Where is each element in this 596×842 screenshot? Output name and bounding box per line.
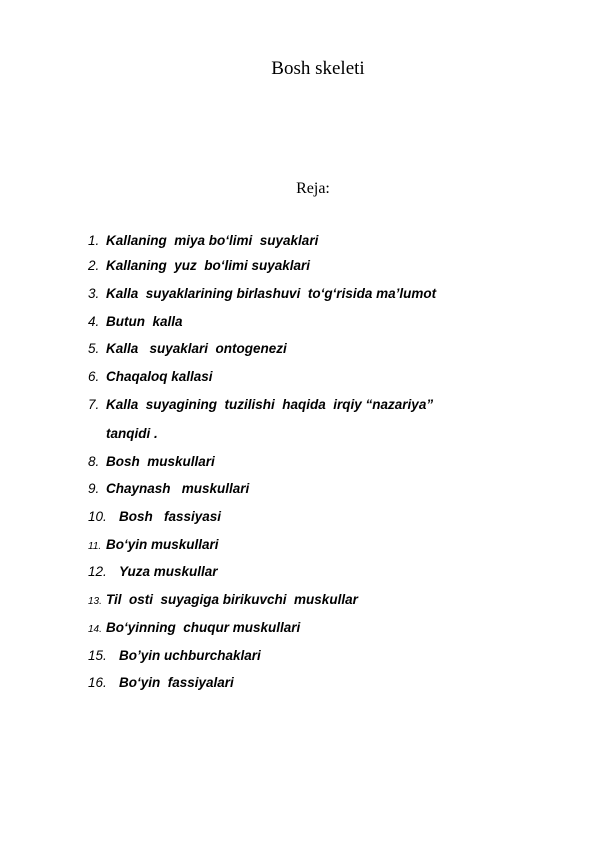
list-item	[88, 369, 213, 384]
list-item-number: 8.	[88, 454, 100, 469]
list-item-number: 15.	[88, 648, 107, 663]
list-item-number: 3.	[88, 286, 100, 301]
list-item	[88, 258, 310, 273]
list-item-text: Kallaning yuz bo‘limi suyaklari	[106, 258, 311, 273]
list-item-text: Chaqaloq kallasi	[106, 369, 213, 384]
list-item	[88, 648, 261, 663]
list-item-text: Bo‘yin fassiyalari	[119, 675, 234, 690]
list-item-text: Kalla suyagining tuzilishi haqida irqiy “nazariya”	[106, 397, 434, 412]
list-item-number: 9.	[88, 481, 100, 496]
list-item-number: 11.	[88, 541, 102, 552]
list-item	[88, 592, 358, 607]
list-item-text: Kalla suyaklarining birlashuvi to‘g‘risida ma’lumot	[106, 286, 437, 301]
list-item-text: Bo‘yin muskullari	[106, 537, 219, 552]
list-item	[88, 564, 218, 579]
list-item	[88, 509, 221, 524]
list-item-number: 16.	[88, 675, 107, 690]
list-item-continuation: tanqidi .	[106, 426, 158, 441]
list-item-number: 7.	[88, 397, 100, 412]
list-item-text: Yuza muskullar	[119, 564, 218, 579]
list-item	[88, 397, 433, 412]
list-item	[88, 454, 215, 469]
list-item-number: 5.	[88, 341, 100, 356]
list-item-text: Bo‘yinning chuqur muskullari	[106, 620, 301, 635]
list-item-number: 10.	[88, 509, 107, 524]
list-item	[88, 341, 287, 356]
list-item-text: Bosh fassiyasi	[119, 509, 222, 524]
list-item-number: 6.	[88, 369, 100, 384]
list-item-number: 13.	[88, 596, 102, 607]
list-item	[88, 537, 219, 552]
list-item	[88, 233, 318, 248]
list-item	[88, 314, 183, 329]
list-item-number: 1.	[88, 233, 100, 248]
list-item-text: Butun kalla	[106, 314, 183, 329]
list-item-text: Bo’yin uchburchaklari	[119, 648, 261, 663]
list-item	[88, 481, 249, 496]
list-item-number: 12.	[88, 564, 107, 579]
plan-heading: Reja:	[296, 180, 330, 197]
list-item-text: Kalla suyaklari ontogenezi	[106, 341, 287, 356]
list-item	[88, 286, 436, 301]
list-item	[88, 675, 234, 690]
list-item-number: 14.	[88, 624, 102, 635]
list-item-text: Bosh muskullari	[106, 454, 215, 469]
list-item-number: 2.	[88, 258, 100, 273]
list-item-text: Kallaning miya bo‘limi suyaklari	[106, 233, 319, 248]
list-item-number: 4.	[88, 314, 100, 329]
page-title: Bosh skeleti	[271, 58, 365, 79]
list-item	[88, 620, 300, 635]
list-item-text: Til osti suyagiga birikuvchi muskullar	[106, 592, 358, 607]
list-item-text: Chaynash muskullari	[106, 481, 250, 496]
